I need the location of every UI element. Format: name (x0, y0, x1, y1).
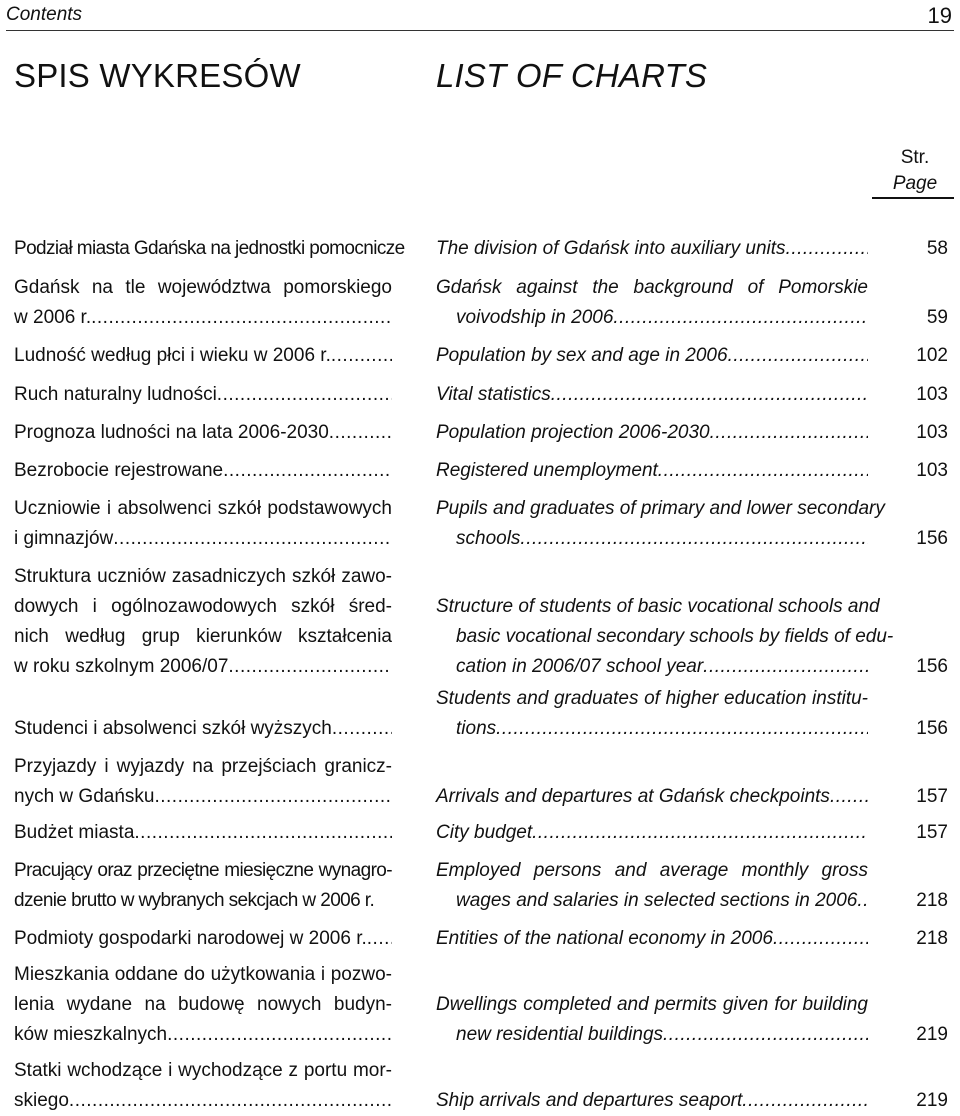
entry-text-line: Studenci i absolwenci szkół wyższych ..... (14, 714, 392, 744)
entry-title-polish (14, 752, 392, 812)
entry-title-english (436, 418, 868, 448)
entry-text-line: i gimnazjów ..... (14, 524, 392, 554)
page-ref: 156 (916, 528, 948, 549)
dot-leader (113, 524, 392, 554)
page-ref: 218 (916, 928, 948, 949)
entry-title-polish (14, 234, 405, 264)
page-ref: 102 (916, 345, 948, 366)
entry-text-line: Mieszkania oddane do użytkowania i pozwo- (14, 964, 392, 985)
dot-leader (332, 714, 392, 744)
page-column-rule (872, 197, 954, 199)
entry-title-english (436, 782, 868, 812)
entry-text-line: w 2006 r. ..... (14, 303, 392, 333)
running-title: Contents (6, 4, 83, 25)
page-column-label-english: Page (892, 173, 938, 194)
dot-leader (154, 782, 392, 812)
entry-text-line: w roku szkolnym 2006/07 ..... (14, 652, 392, 682)
entry-text-line: Structure of students of basic vocational schools and (436, 596, 880, 617)
dot-leader (786, 234, 868, 264)
entry-title-polish (14, 456, 392, 486)
entry-text-line: skiego ..... (14, 1086, 392, 1116)
entry-text-line: wages and salaries in selected sections in 2006 ..... (436, 886, 868, 916)
entry-text-line: Gdańsk against the background of Pomorskie (436, 277, 868, 298)
entry-text-line: Gdańsk na tle województwa pomorskiego (14, 277, 392, 298)
entry-text-line: Budżet miasta ..... (14, 818, 392, 848)
list-title-polish: SPIS WYKRESÓW (14, 57, 301, 94)
dot-leader (367, 924, 392, 954)
entry-text-line: Uczniowie i absolwenci szkół podstawowych (14, 498, 392, 519)
entry-text-line: Statki wchodzące i wychodzące z portu mor- (14, 1060, 392, 1081)
entry-text-line: Dwellings completed and permits given for building (436, 994, 868, 1015)
entry-title-english (436, 494, 885, 554)
dot-leader (223, 456, 392, 486)
dot-leader (167, 1020, 392, 1050)
entry-title-polish (14, 714, 392, 744)
entry-title-english (436, 924, 868, 954)
entry-text-line: Ruch naturalny ludności ..... (14, 380, 392, 410)
page-ref: 218 (916, 890, 948, 911)
entry-text-line: Bezrobocie rejestrowane ..... (14, 456, 392, 486)
entry-text-line: Employed persons and average monthly gross (436, 860, 868, 881)
page-ref: 58 (926, 238, 948, 259)
page-ref: 219 (916, 1024, 948, 1045)
entry-title-polish (14, 1056, 392, 1116)
entry-title-english (436, 273, 868, 333)
entry-text-line: Population projection 2006-2030 ..... (436, 418, 868, 448)
entry-title-polish (14, 418, 392, 448)
page-ref: 156 (916, 718, 948, 739)
dot-leader (703, 652, 868, 682)
entry-text-line: Population by sex and age in 2006 ..... (436, 341, 868, 371)
entry-text-line: The division of Gdańsk into auxiliary units ..... (436, 234, 868, 264)
page-number: 19 (927, 3, 952, 28)
entry-text-line: basic vocational secondary schools by fields of edu- (456, 626, 894, 647)
list-title-english: LIST OF CHARTS (436, 57, 708, 94)
entry-title-english (436, 818, 868, 848)
entry-title-polish (14, 924, 392, 954)
entry-title-english (436, 456, 868, 486)
dot-leader (710, 418, 868, 448)
entry-title-polish (14, 818, 392, 848)
entry-text-line: City budget ..... (436, 818, 868, 848)
dot-leader (728, 341, 868, 371)
entry-text-line: Pracujący oraz przeciętne miesięczne wynagro- (14, 860, 392, 881)
entry-text-line: nich według grup kierunków kształcenia (14, 626, 392, 647)
page-ref: 59 (926, 307, 948, 328)
entry-text-line: schools ..... (436, 524, 868, 554)
entry-text-line: nych w Gdańsku ..... (14, 782, 392, 812)
dot-leader (658, 456, 868, 486)
entry-text-line: Registered unemployment ..... (436, 456, 868, 486)
entry-title-english (436, 234, 868, 264)
entry-title-english (436, 380, 868, 410)
entry-text-line: Ship arrivals and departures seaport ..... (436, 1086, 868, 1116)
page-ref: 103 (916, 460, 948, 481)
entry-text-line: Vital statistics ..... (436, 380, 868, 410)
entry-text-line: ków mieszkalnych ..... (14, 1020, 392, 1050)
dot-leader (217, 380, 392, 410)
entry-text-line: lenia wydane na budowę nowych budyn- (14, 994, 392, 1015)
dot-leader (830, 782, 868, 812)
dot-leader (520, 524, 868, 554)
entry-title-polish (14, 494, 392, 554)
entry-title-english (436, 341, 868, 371)
entry-title-polish (14, 341, 392, 371)
dot-leader (329, 418, 392, 448)
page-column-label-polish: Str. (900, 147, 930, 168)
entry-text-line: voivodship in 2006 ..... (436, 303, 868, 333)
dot-leader (331, 341, 392, 371)
entry-text-line: Students and graduates of higher education institu- (436, 688, 868, 709)
page-ref: 157 (916, 786, 948, 807)
entry-text-line: Pupils and graduates of primary and lower secondary (436, 498, 885, 519)
dot-leader (532, 818, 868, 848)
dot-leader (551, 380, 868, 410)
dot-leader (134, 818, 392, 848)
dot-leader (228, 652, 392, 682)
page-ref: 219 (916, 1090, 948, 1111)
entry-text-line: Ludność według płci i wieku w 2006 r. ..... (14, 341, 392, 371)
entry-text-line: Entities of the national economy in 2006 ..... (436, 924, 868, 954)
entry-title-polish (14, 273, 392, 333)
entry-text-line: Prognoza ludności na lata 2006-2030 ..... (14, 418, 392, 448)
running-header (6, 2, 954, 31)
entry-title-polish (14, 960, 392, 1050)
entry-text-line: Arrivals and departures at Gdańsk checkpoints ..... (436, 782, 868, 812)
dot-leader (663, 1020, 868, 1050)
entry-title-polish (14, 856, 392, 916)
page-ref: 157 (916, 822, 948, 843)
dot-leader (496, 714, 868, 744)
entry-text-line: dzenie brutto w wybranych sekcjach w 2006 r. (14, 890, 375, 911)
entry-title-polish (14, 380, 392, 410)
entry-text-line: new residential buildings ..... (436, 1020, 868, 1050)
dot-leader (91, 303, 392, 333)
entry-text-line: Podział miasta Gdańska na jednostki pomocnicze (14, 238, 405, 259)
entry-title-english (436, 856, 868, 916)
page-ref: 103 (916, 384, 948, 405)
dot-leader (613, 303, 868, 333)
entry-title-english (436, 990, 868, 1050)
dot-leader (857, 886, 868, 916)
dot-leader (773, 924, 868, 954)
page-ref: 103 (916, 422, 948, 443)
page-ref: 156 (916, 656, 948, 677)
entry-title-english (436, 592, 894, 682)
entry-text-line: dowych i ogólnozawodowych szkół śred- (14, 596, 392, 617)
entry-text-line: tions ..... (436, 714, 868, 744)
entry-text-line: Podmioty gospodarki narodowej w 2006 r. ..... (14, 924, 392, 954)
entry-title-polish (14, 562, 392, 682)
entry-text-line: Przyjazdy i wyjazdy na przejściach granicz- (14, 756, 392, 777)
entry-title-english (436, 684, 868, 744)
entry-text-line: Struktura uczniów zasadniczych szkół zawo- (14, 566, 392, 587)
entry-text-line: cation in 2006/07 school year ..... (436, 652, 868, 682)
